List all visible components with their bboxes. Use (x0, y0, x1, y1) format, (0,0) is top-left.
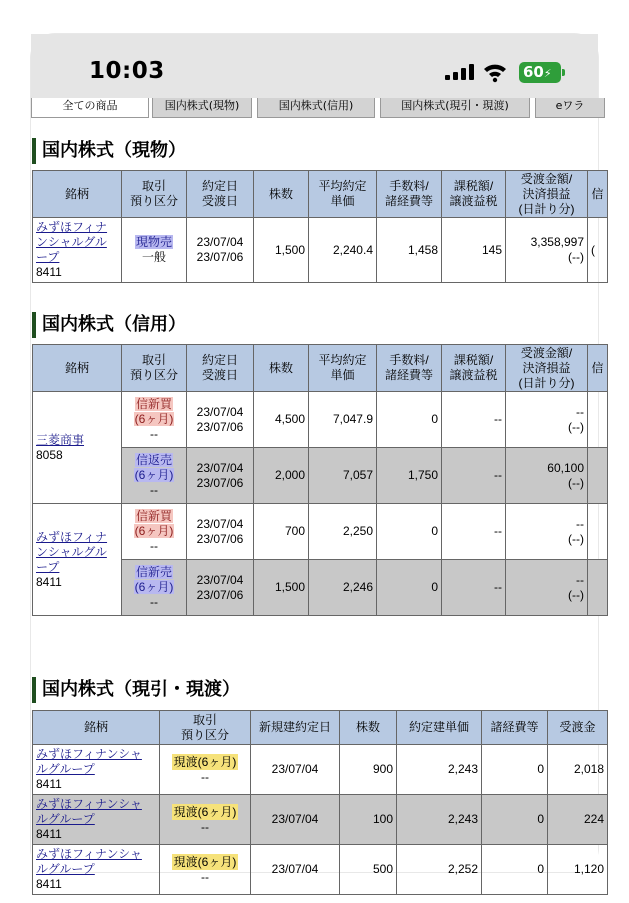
amount-cell: 224 (548, 795, 608, 845)
qty-cell: 1,500 (254, 218, 309, 283)
col-name: 銘柄 (33, 711, 160, 745)
stock-link[interactable]: みずほフィナ ンシャルグル ープ (36, 529, 108, 574)
fee-cell: 0 (377, 392, 442, 448)
col-price: 平均約定 単価 (309, 171, 377, 218)
price-cell: 2,250 (309, 504, 377, 560)
qty-cell: 100 (340, 795, 397, 845)
section-title-margin: 国内株式（信用） (32, 312, 592, 338)
amount-cell: 1,120 (548, 845, 608, 895)
col-more: 信 (588, 345, 608, 392)
qty-cell: 1,500 (254, 560, 309, 616)
price-cell: 7,057 (309, 448, 377, 504)
trade-type-cell: 現渡(6ヶ月) -- (160, 795, 251, 845)
trade-type-cell: 現渡(6ヶ月) -- (160, 745, 251, 795)
amount-cell: 60,100 (--) (506, 448, 588, 504)
col-fee: 手数料/ 諸経費等 (377, 345, 442, 392)
date-cell: 23/07/04 23/07/06 (187, 504, 254, 560)
fee-cell: 0 (377, 560, 442, 616)
stock-code: 8411 (36, 574, 62, 589)
table-row (33, 795, 608, 845)
col-price: 約定建単価 (397, 711, 482, 745)
date-cell: 23/07/04 23/07/06 (187, 392, 254, 448)
fee-cell: 0 (482, 745, 548, 795)
spot-table (32, 170, 608, 283)
col-amount: 受渡金 (548, 711, 608, 745)
col-more: 信 (588, 171, 608, 218)
price-cell: 2,243 (397, 745, 482, 795)
battery-level: 60 (523, 63, 544, 81)
price-cell: 2,252 (397, 845, 482, 895)
more-cell (588, 448, 608, 504)
stock-link[interactable]: みずほフィナンシャ ルグループ (36, 797, 142, 826)
delivery-table (32, 710, 608, 895)
section-title-spot: 国内株式（現物） (32, 138, 592, 164)
stock-code: 8411 (36, 877, 62, 891)
tax-cell: -- (442, 560, 506, 616)
phone-screen (31, 34, 604, 891)
tab-domestic-margin[interactable]: 国内株式(信用) (257, 98, 375, 118)
tax-cell: -- (442, 504, 506, 560)
col-trade: 取引 預り区分 (122, 171, 187, 218)
stock-name-cell (33, 392, 122, 504)
fee-cell: 1,458 (377, 218, 442, 283)
status-bar (31, 34, 598, 98)
price-cell: 2,243 (397, 795, 482, 845)
stock-link[interactable]: みずほフィナンシャ ルグループ (36, 747, 142, 776)
page-content[interactable] (31, 98, 604, 891)
stock-code: 8411 (36, 777, 62, 791)
date-cell: 23/07/04 (251, 845, 340, 895)
col-qty: 株数 (254, 171, 309, 218)
col-dates: 約定日 受渡日 (187, 171, 254, 218)
tab-domestic-delivery[interactable]: 国内株式(現引・現渡) (380, 98, 530, 118)
col-tax: 課税額/ 譲渡益税 (442, 171, 506, 218)
table-row (33, 504, 608, 560)
more-cell (588, 392, 608, 448)
qty-cell: 4,500 (254, 392, 309, 448)
spot-header-row (33, 171, 608, 218)
col-date: 新規建約定日 (251, 711, 340, 745)
qty-cell: 700 (254, 504, 309, 560)
amount-cell: 3,358,997 (--) (506, 218, 588, 283)
table-row (33, 218, 608, 283)
qty-cell: 2,000 (254, 448, 309, 504)
stock-name-cell (33, 504, 122, 616)
col-trade: 取引 預り区分 (122, 345, 187, 392)
col-amount: 受渡金額/ 決済損益 (日計り分) (506, 345, 588, 392)
date-cell: 23/07/04 (251, 795, 340, 845)
col-amount: 受渡金額/ 決済損益 (日計り分) (506, 171, 588, 218)
col-qty: 株数 (340, 711, 397, 745)
table-row (33, 745, 608, 795)
date-cell: 23/07/04 23/07/06 (187, 448, 254, 504)
col-fee: 手数料/ 諸経費等 (377, 171, 442, 218)
trade-badge: 現物売 (135, 235, 172, 249)
tab-domestic-spot[interactable]: 国内株式(現物) (152, 98, 252, 118)
more-cell (588, 504, 608, 560)
battery-icon: 60⚡ (519, 62, 561, 83)
fee-cell: 1,750 (377, 448, 442, 504)
col-trade: 取引 預り区分 (160, 711, 251, 745)
margin-table (32, 344, 608, 616)
product-tabs (31, 98, 598, 118)
more-cell (588, 560, 608, 616)
stock-link[interactable]: みずほフィナンシャ ルグループ (36, 847, 142, 876)
col-dates: 約定日 受渡日 (187, 345, 254, 392)
section-title-delivery: 国内株式（現引・現渡） (32, 677, 592, 703)
amount-cell: 2,018 (548, 745, 608, 795)
date-cell: 23/07/04 23/07/06 (187, 218, 254, 283)
stock-name-cell (33, 745, 160, 795)
price-cell: 2,246 (309, 560, 377, 616)
col-price: 平均約定 単価 (309, 345, 377, 392)
stock-link[interactable]: 三菱商事 (36, 432, 85, 447)
margin-header-row (33, 345, 608, 392)
tab-all-products[interactable]: 全ての商品 (31, 98, 149, 118)
trade-type-cell: 現物売 一般 (122, 218, 187, 283)
price-cell: 7,047.9 (309, 392, 377, 448)
fee-cell: 0 (377, 504, 442, 560)
trade-type-cell: 信新買 (6ヶ月) -- (122, 392, 187, 448)
qty-cell: 900 (340, 745, 397, 795)
trade-type-cell: 信返売 (6ヶ月) -- (122, 448, 187, 504)
cellular-signal-icon (445, 64, 475, 80)
delivery-header-row (33, 711, 608, 745)
tax-cell: -- (442, 392, 506, 448)
tab-e-warrant[interactable]: eワラ (535, 98, 605, 118)
table-row (33, 845, 608, 895)
stock-name-cell (33, 218, 122, 283)
tax-cell: -- (442, 448, 506, 504)
fee-cell: 0 (482, 795, 548, 845)
stock-name-cell (33, 845, 160, 895)
col-qty: 株数 (254, 345, 309, 392)
trade-type-cell: 信新買 (6ヶ月) -- (122, 504, 187, 560)
price-cell: 2,240.4 (309, 218, 377, 283)
trade-type-cell: 現渡(6ヶ月) -- (160, 845, 251, 895)
col-name: 銘柄 (33, 171, 122, 218)
table-row (33, 392, 608, 448)
stock-name-cell (33, 795, 160, 845)
amount-cell: -- (--) (506, 560, 588, 616)
stock-code: 8058 (36, 447, 63, 462)
col-tax: 課税額/ 譲渡益税 (442, 345, 506, 392)
date-cell: 23/07/04 (251, 745, 340, 795)
more-cell: ( (588, 218, 608, 283)
trade-type-cell: 信新売 (6ヶ月) -- (122, 560, 187, 616)
stock-code: 8411 (36, 265, 62, 279)
tax-cell: 145 (442, 218, 506, 283)
stock-code: 8411 (36, 827, 62, 841)
wifi-icon (483, 62, 507, 82)
status-time: 10:03 (89, 58, 165, 84)
col-fee: 諸経費等 (482, 711, 548, 745)
amount-cell: -- (--) (506, 392, 588, 448)
fee-cell: 0 (482, 845, 548, 895)
qty-cell: 500 (340, 845, 397, 895)
col-name: 銘柄 (33, 345, 122, 392)
amount-cell: -- (--) (506, 504, 588, 560)
date-cell: 23/07/04 23/07/06 (187, 560, 254, 616)
stock-link[interactable]: みずほフィナ ンシャルグル ープ (36, 220, 108, 264)
